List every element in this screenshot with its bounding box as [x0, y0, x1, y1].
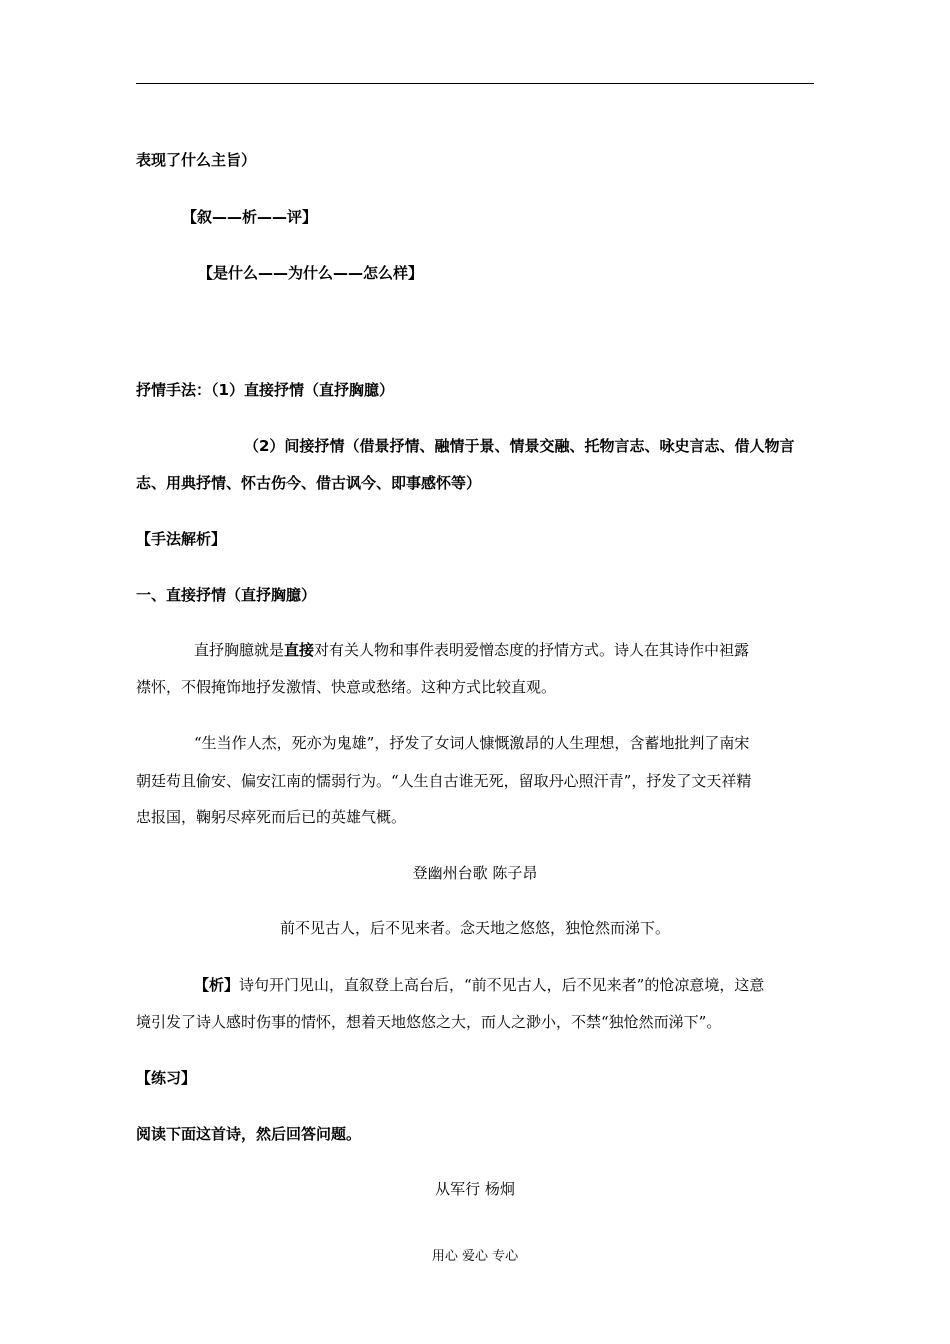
text-line: 表现了什么主旨）: [136, 151, 257, 169]
header-rule: [136, 83, 814, 84]
analysis-label: 【析】: [194, 976, 240, 994]
poem-title: 登幽州台歌 陈子昂: [412, 864, 538, 882]
text-span: 对有关人物和事件表明爱憎态度的抒情方式。诗人在其诗作中袒露: [314, 641, 750, 659]
section-heading: 抒情手法：（1）直接抒情（直抒胸臆）: [136, 381, 394, 399]
emphasis-text: 直接: [284, 641, 315, 659]
text-line: 【是什么——为什么——怎么样】: [198, 264, 424, 282]
poem-text: 前不见古人，后不见来者。念天地之悠悠，独怆然而涕下。: [279, 919, 670, 937]
paragraph-line: “生当作人杰，死亦为鬼雄”，抒发了女词人慷慨激昂的人生理想，含蓄地批判了南宋: [194, 734, 750, 752]
section-heading: 【练习】: [136, 1069, 197, 1087]
text-line: （2）间接抒情（借景抒情、融情于景、情景交融、托物言志、咏史言志、借人物言: [244, 437, 795, 455]
paragraph-line: 襟怀，不假掩饰地抒发激情、快意或愁绪。这种方式比较直观。: [136, 678, 557, 696]
text-line: 志、用典抒情、怀古伤今、借古讽今、即事感怀等）: [136, 474, 482, 492]
poem-title: 从军行 杨炯: [435, 1180, 515, 1198]
section-heading: 【手法解析】: [136, 530, 227, 548]
paragraph-line: 忠报国，鞠躬尽瘁死而后已的英雄气概。: [136, 808, 407, 826]
paragraph-line: 朝廷苟且偷安、偏安江南的懦弱行为。“人生自古谁无死，留取丹心照汗青”，抒发了文天祥精: [136, 772, 752, 790]
paragraph-line: 境引发了诗人感时伤事的情怀，想着天地悠悠之大，而人之渺小，不禁“独怆然而涕下”。: [136, 1013, 722, 1031]
text-span: 诗句开门见山，直叙登上高台后，“前不见古人，后不见来者”的怆凉意境，这意: [239, 976, 765, 994]
text-span: 直抒胸臆就是: [194, 641, 285, 659]
paragraph-line: [136, 640, 814, 660]
text-line: 【叙——析——评】: [182, 208, 318, 226]
text-line: 阅读下面这首诗，然后回答问题。: [136, 1125, 362, 1143]
section-heading: 一、直接抒情（直抒胸臆）: [136, 586, 317, 604]
paragraph-line: [136, 975, 814, 995]
page-footer: 用心 爱心 专心: [431, 1249, 519, 1264]
